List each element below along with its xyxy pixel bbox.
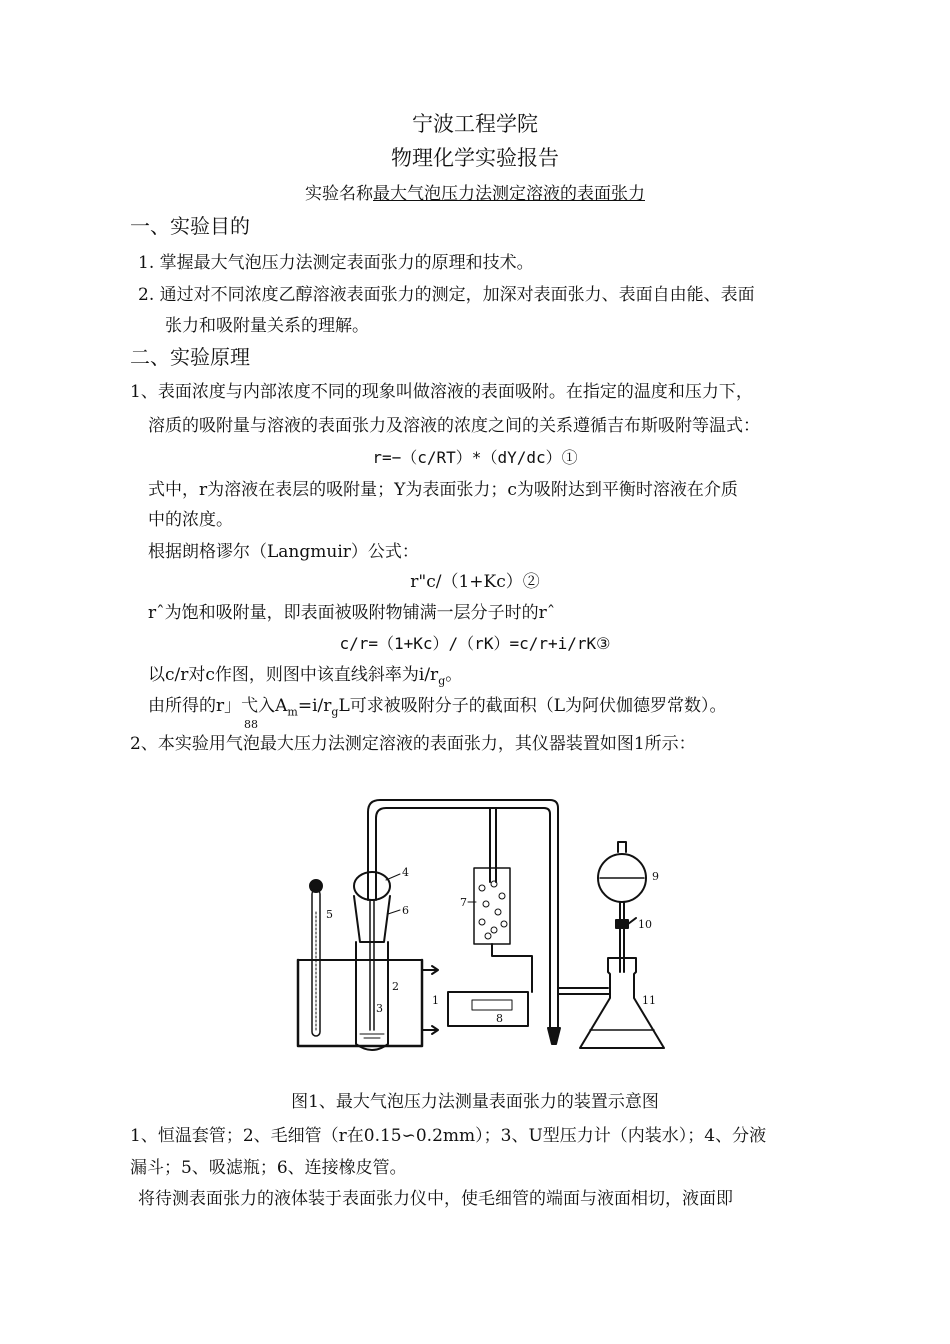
apparatus-diagram bbox=[290, 792, 668, 1070]
label-7: 7 bbox=[460, 896, 467, 909]
legend-line1: 1、恒温套管；2、毛细管（r在0.15∽0.2mm）；3、U型压力计（内装水）；4、分液 bbox=[130, 1126, 767, 1146]
legend-line3: 将待测表面张力的液体装于表面张力仪中，使毛细管的端面与液面相切，液面即 bbox=[138, 1189, 733, 1209]
funnel-stem bbox=[620, 902, 624, 972]
school-name: 宁波工程学院 bbox=[412, 112, 538, 136]
manometer-beads bbox=[479, 881, 507, 939]
tube-stopper bbox=[354, 896, 390, 942]
report-title: 物理化学实验报告 bbox=[391, 146, 559, 170]
label-1: 1 bbox=[432, 994, 439, 1007]
where-line2: 中的浓度。 bbox=[148, 510, 233, 530]
liquid-surface bbox=[360, 1034, 384, 1038]
objective-item-1: 1. 掌握最大气泡压力法测定表面张力的原理和技术。 bbox=[138, 253, 534, 273]
label-8: 8 bbox=[496, 1012, 503, 1025]
label-9: 9 bbox=[652, 870, 659, 883]
stopcock-handle bbox=[628, 918, 636, 924]
leader-4 bbox=[386, 874, 400, 880]
figure-caption: 图1、最大气泡压力法测量表面张力的装置示意图 bbox=[291, 1092, 659, 1112]
meter-display bbox=[472, 1000, 512, 1010]
drain-tip bbox=[548, 1028, 560, 1044]
experiment-name: 最大气泡压力法测定溶液的表面张力 bbox=[373, 184, 645, 204]
section1-heading: 一、实验目的 bbox=[130, 214, 250, 238]
principle-p1-line2: 溶质的吸附量与溶液的表面张力及溶液的浓度之间的关系遵循吉布斯吸附等温式： bbox=[148, 416, 760, 436]
funnel-stopcock bbox=[616, 920, 628, 928]
area-line: 由所得的r」弋入$A_m=i/r_gL$可求被吸附分子的截面积（L为阿伏伽德罗常数）。 bbox=[148, 696, 727, 719]
area-under-mark: 88 bbox=[244, 718, 258, 731]
objective-item-2-cont: 张力和吸附量关系的理解。 bbox=[165, 316, 369, 336]
principle-p1-line1: 1、表面浓度与内部浓度不同的现象叫做溶液的表面吸附。在指定的温度和压力下， bbox=[130, 382, 753, 402]
manometer-connector bbox=[492, 944, 532, 992]
top-tubing bbox=[368, 800, 558, 1028]
funnel-neck bbox=[618, 842, 626, 852]
label-4: 4 bbox=[402, 866, 409, 879]
equation-3: c/r=（1+Kc）/（rK）=c/r+i/rK③ bbox=[339, 634, 611, 653]
bath-outlet-arrow bbox=[422, 966, 438, 974]
label-3: 3 bbox=[376, 1002, 383, 1015]
manometer-feed-tube bbox=[490, 808, 496, 882]
water-bath bbox=[298, 960, 422, 1046]
experiment-name-line bbox=[0, 182, 950, 206]
leader-6 bbox=[388, 910, 400, 914]
objective-item-2: 2. 通过对不同浓度乙醇溶液表面张力的测定，加深对表面张力、表面自由能、表面 bbox=[138, 285, 755, 305]
top-tubing-inner bbox=[376, 808, 550, 1028]
bath-inlet-arrow bbox=[422, 1026, 438, 1034]
legend-line2: 漏斗；5、吸滤瓶；6、连接橡皮管。 bbox=[130, 1158, 407, 1178]
capillary bbox=[370, 900, 374, 1030]
plot-line: 以c/r对c作图，则图中该直线斜率为$i/r_g$。 bbox=[148, 665, 463, 688]
digital-meter bbox=[448, 992, 528, 1026]
langmuir-intro: 根据朗格谬尔（Langmuir）公式： bbox=[148, 542, 419, 562]
label-11: 11 bbox=[642, 994, 656, 1007]
experiment-label: 实验名称 bbox=[305, 184, 373, 204]
label-10: 10 bbox=[638, 918, 652, 931]
section2-heading: 二、实验原理 bbox=[130, 345, 250, 369]
where-line1: 式中，r为溶液在表层的吸附量；Y为表面张力；c为吸附达到平衡时溶液在介质 bbox=[148, 480, 738, 500]
label-6: 6 bbox=[402, 904, 409, 917]
principle-p2: 2、本实验用气泡最大压力法测定溶液的表面张力，其仪器装置如图1所示： bbox=[130, 734, 696, 754]
label-2: 2 bbox=[392, 980, 399, 993]
equation-2: r"c/（1+Kc）② bbox=[410, 572, 540, 592]
equation-1: r=−（c/RT）*（dY/dc）① bbox=[372, 448, 578, 467]
label-5: 5 bbox=[326, 908, 333, 921]
flask-side-arm bbox=[558, 988, 610, 994]
saturation-line: rˆ为饱和吸附量，即表面被吸附物铺满一层分子时的rˆ bbox=[148, 603, 556, 623]
tube-stopper-top bbox=[354, 872, 390, 900]
